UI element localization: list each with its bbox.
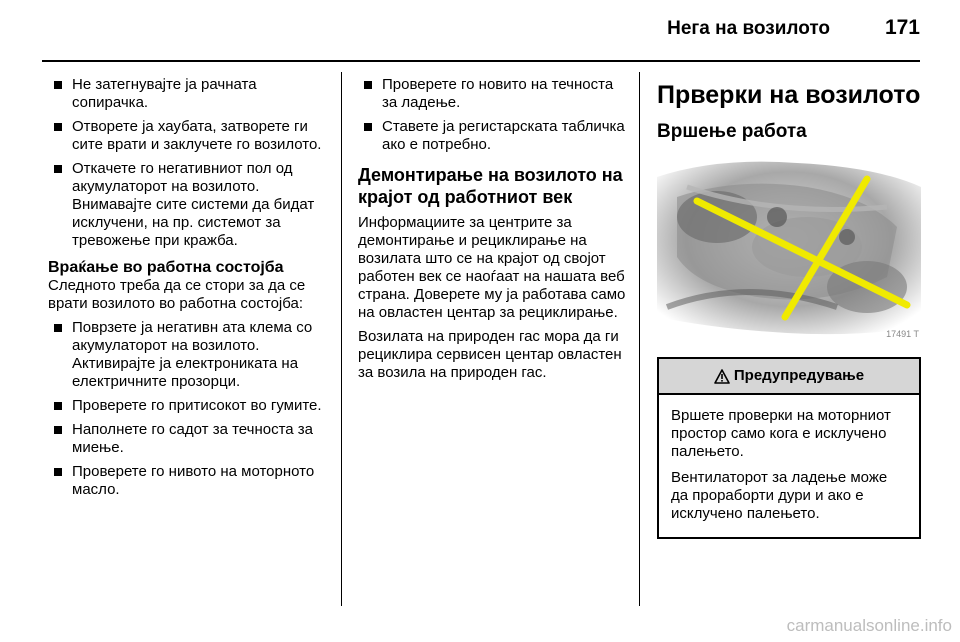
watermark: carmanualsonline.info [786,616,952,635]
warning-header [659,359,919,395]
header-divider [42,60,920,62]
bullet-list-top [48,76,330,250]
list-item: Наполнете го садот за течноста за миење. [48,421,330,457]
bullet-square-icon [54,402,62,410]
column-right [657,80,922,539]
header-title: Нега на возилото [667,18,830,39]
section-intro: Следното треба да се стори за да се врати возилото во работна состојба: [48,277,306,312]
bullet-square-icon [54,123,62,131]
paragraph-dismantling: Информациите за центрите за демонтирање и рециклирање на возилата што се на крајот од својот работен век се наоѓаат на нашата веб страна. Доверете му ја работава само на овластен центар за рециклирање. [358,214,626,321]
warning-body [659,395,919,537]
section-heading-work: Вршење работа [657,121,807,142]
chapter-heading: Прверки на возилото [657,81,921,109]
list-item: Откачете го негативниот пол од акумулаторот на возилото. Внимавајте сите системи да бидат исклучени, на пр. системот за тревожење при кражба. [48,160,330,250]
bullet-square-icon [364,81,372,89]
list-item: Проверете го притисокот во гумите. [48,397,330,415]
list-item: Не затегнувајте ја рачната сопирачка. [48,76,330,112]
figure-code: 17491 T [886,329,919,339]
column-middle [358,76,628,388]
section-heading-restore: Враќање во работна состојба [48,259,284,276]
bullet-list-bottom [48,319,330,499]
list-item: Отворете ја хаубата, затворете ги сите врати и заклучете го возилото. [48,118,330,154]
column-divider-2 [639,72,640,606]
section-heading-dismantling: Демонтирање на возилото на крајот од работниот век [358,165,623,207]
warning-title: Предупредување [733,367,865,384]
bullet-list [358,76,628,154]
list-item: Проверете го новито на течноста за ладење. [358,76,628,112]
list-item: Ставете ја регистарската табличка ако е потребно. [358,118,628,154]
bullet-square-icon [54,426,62,434]
column-left [48,76,330,505]
warning-paragraph: Вршете проверки на моторниот простор само кога е исклучено палењето. [671,407,891,460]
bullet-square-icon [54,165,62,173]
warning-triangle-icon [714,369,730,384]
paragraph-natural-gas: Возилата на природен гас мора да ги рециклира сервисен центар овластен за возила на природен гас. [358,328,622,381]
warning-paragraph: Вентилаторот за ладење може да прораборти дури и ако е исклучено палењето. [671,469,888,522]
engine-bay-figure [657,157,921,345]
warning-box [657,357,921,539]
bullet-square-icon [54,324,62,332]
bullet-square-icon [364,123,372,131]
bullet-square-icon [54,81,62,89]
list-item: Проверете го нивото на моторното масло. [48,463,330,499]
bullet-square-icon [54,468,62,476]
page-number: 171 [884,16,920,39]
list-item: Поврзете ја негативн ата клема со акумулаторот на возилото. Активирајте ја електрониката на електричните прозорци. [48,319,330,391]
engine-bay-illustration [657,157,921,345]
column-divider-1 [341,72,342,606]
